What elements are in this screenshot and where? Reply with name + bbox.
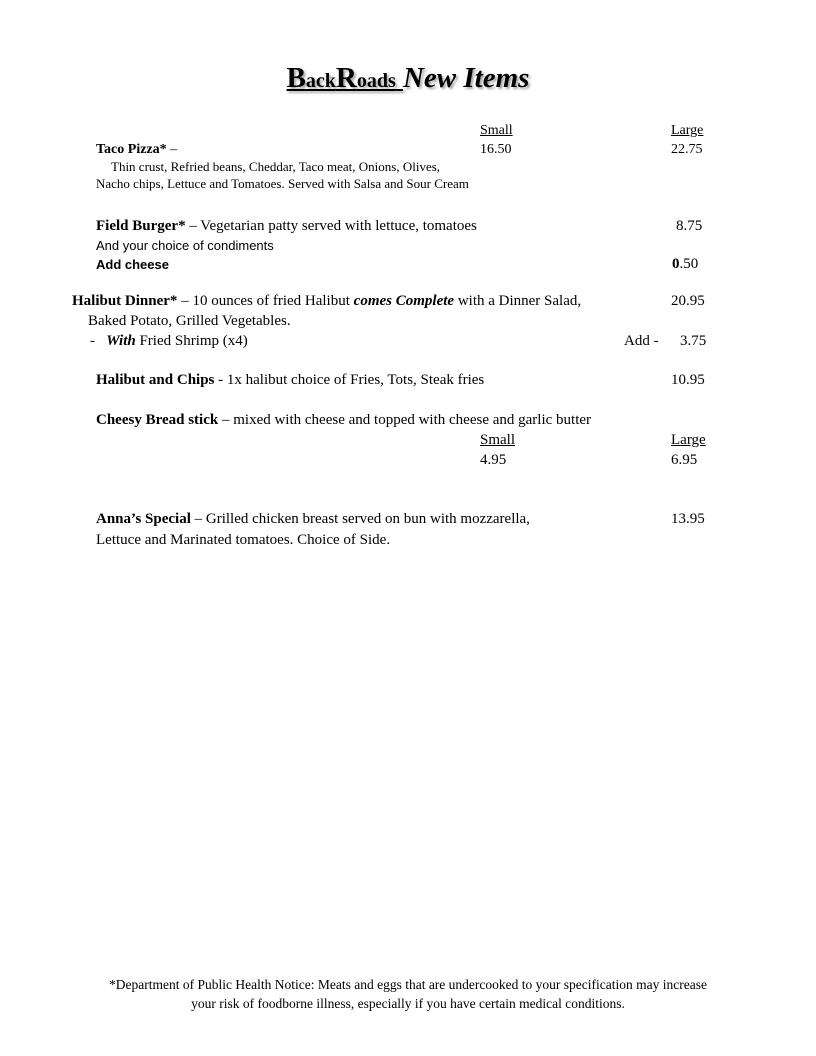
item-price: 8.75 [676, 218, 703, 234]
menu-item-halibut-chips [96, 372, 484, 389]
item-name: Taco Pizza* [96, 142, 167, 157]
item-price: 20.95 [671, 293, 705, 309]
health-notice-line: your risk of foodborne illness, especially if you have certain medical conditions. [191, 996, 625, 1011]
item-description: Thin crust, Refried beans, Cheddar, Taco meat, Onions, Olives, [111, 159, 441, 174]
addon-label: Add - [624, 333, 659, 349]
item-price: 13.95 [671, 511, 705, 527]
size-header-small: Small [480, 123, 513, 138]
item-description: And your choice of condiments [96, 238, 274, 253]
size-header-large: Large [671, 123, 704, 138]
item-name: Halibut Dinner* [72, 293, 178, 309]
item-price-large: 22.75 [671, 142, 703, 157]
item-description: - 1x halibut choice of Fries, Tots, Steak fries [214, 372, 485, 388]
health-notice [0, 975, 816, 1013]
item-price: 10.95 [671, 372, 705, 388]
item-price-small: 4.95 [480, 452, 507, 468]
addon-fried-shrimp: - With Fried Shrimp (x4) [90, 333, 248, 349]
item-description: – mixed with cheese and topped with cheese and garlic butter [218, 412, 592, 428]
title-subtitle: New Items [402, 62, 530, 94]
add-cheese-label: Add cheese [96, 257, 169, 272]
item-price-small: 16.50 [480, 142, 512, 157]
item-name: Field Burger* [96, 218, 186, 234]
item-description: Baked Potato, Grilled Vegetables. [88, 313, 291, 329]
item-description: – Vegetarian patty served with lettuce, tomatoes [185, 218, 477, 234]
page-title [0, 62, 816, 95]
item-description: Lettuce and Marinated tomatoes. Choice of Side. [96, 532, 391, 548]
addon-price: 3.75 [680, 333, 707, 349]
item-name: Anna’s Special [96, 511, 191, 527]
menu-item-field-burger [96, 218, 477, 235]
menu-item-annas-special [96, 511, 530, 528]
menu-item-taco-pizza: Taco Pizza* – [96, 142, 178, 157]
item-name: Cheesy Bread stick [96, 412, 219, 428]
item-price-large: 6.95 [671, 452, 698, 468]
item-description: Nacho chips, Lettuce and Tomatoes. Served with Salsa and Sour Cream [96, 176, 469, 191]
size-header-small: Small [480, 432, 516, 448]
menu-item-halibut-dinner: Halibut Dinner* – 10 ounces of fried Halibut comes Complete with a Dinner Salad, [72, 293, 582, 309]
item-description: – Grilled chicken breast served on bun with mozzarella, [190, 511, 530, 527]
health-notice-line: *Department of Public Health Notice: Meats and eggs that are undercooked to your specification may increase [109, 977, 707, 992]
brand-name: BackRoads [286, 62, 396, 94]
menu-item-cheesy-bread [96, 412, 591, 429]
size-header-large: Large [671, 432, 706, 448]
item-name: Halibut and Chips [96, 372, 215, 388]
add-cheese-price: 0.50 [672, 256, 699, 272]
